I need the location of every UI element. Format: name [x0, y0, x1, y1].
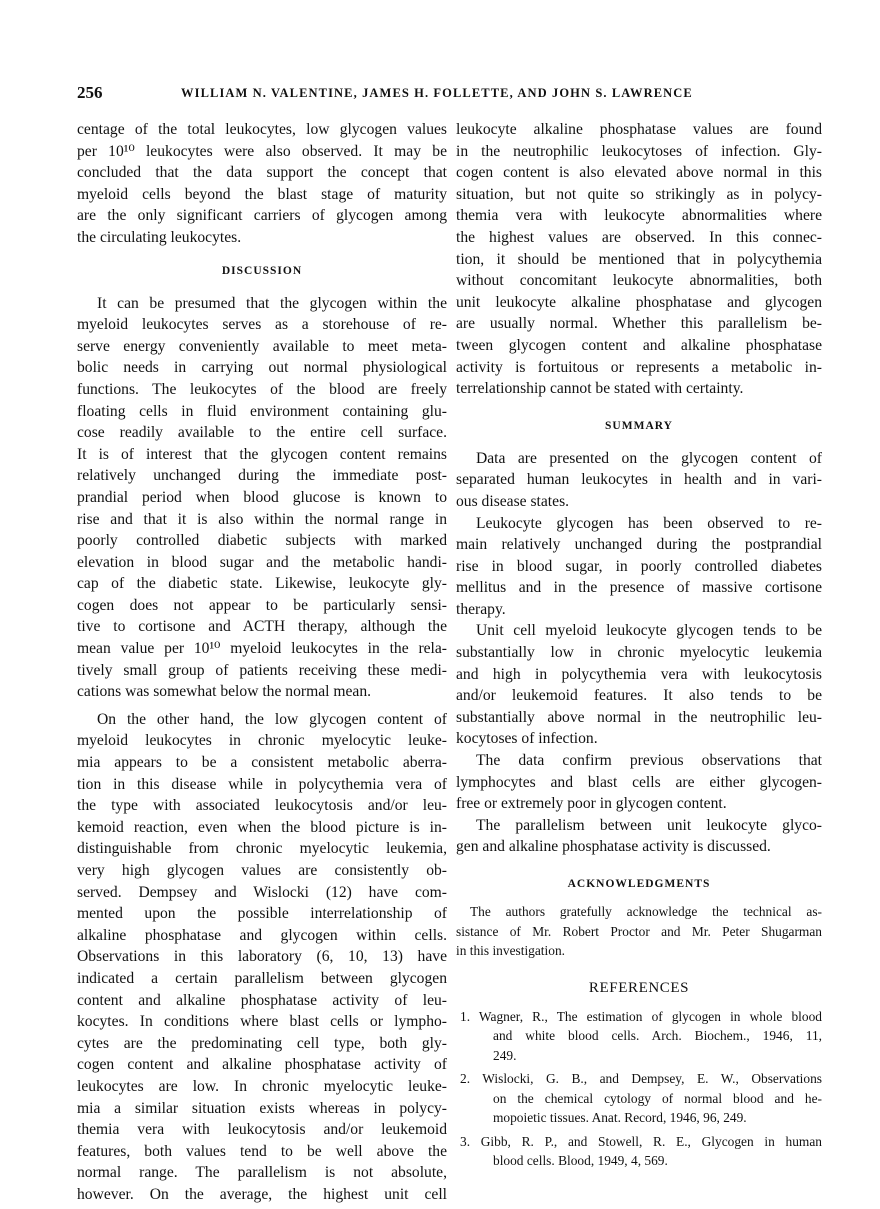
text-line: mellitus and in the presence of massive cortisone: [456, 579, 822, 597]
summary-paragraph-5: [456, 815, 822, 858]
text-line: are the only significant carriers of glycogen among: [77, 207, 447, 225]
text-line: substantially low in chronic myelocytic leukemia: [456, 644, 822, 662]
text-line: and/or leukemoid features. It also tends to be: [456, 687, 822, 705]
text-line: 2. Wislocki, G. B., and Dempsey, E. W., Observations: [460, 1071, 822, 1086]
text-line: themia vera with leukocyte abnormalities where: [456, 207, 822, 225]
text-line: It is of interest that the glycogen content remains: [77, 445, 447, 463]
reference-item: [460, 1007, 822, 1066]
text-line: prandial period when blood glucose is known to: [77, 488, 447, 506]
running-head-authors: WILLIAM N. VALENTINE, JAMES H. FOLLETTE, AND JOHN S. LAWRENCE: [181, 86, 693, 100]
references-heading: REFERENCES: [588, 979, 690, 996]
text-line: Observations in this laboratory (6, 10, 13) have: [77, 948, 447, 966]
text-line: ous disease states.: [456, 492, 570, 510]
text-line: tion, it should be mentioned that in polycythemia: [456, 250, 822, 268]
text-line: serve energy conveniently available to meet meta-: [77, 337, 447, 355]
text-line: terrelationship cannot be stated with certainty.: [456, 380, 744, 398]
text-line: Unit cell myeloid leukocyte glycogen tends to be: [476, 622, 822, 640]
text-line: and high in polycythemia vera with leukocytosis: [456, 665, 822, 683]
text-line: leukocyte alkaline phosphatase values are found: [456, 121, 822, 138]
text-line: cap of the diabetic state. Likewise, leukocyte gly-: [77, 575, 447, 593]
continuation-paragraph: [456, 119, 822, 400]
text-line: The data confirm previous observations that: [476, 752, 822, 770]
text-line: indicated a certain parallelism between glycogen: [77, 969, 447, 987]
page-number: 256: [77, 83, 103, 102]
text-line: leukocytes are low. In chronic myelocytic leuke-: [77, 1077, 447, 1095]
text-line: and white blood cells. Arch. Biochem., 1946, 11,: [493, 1028, 822, 1043]
text-line: poorly controlled diabetic subjects with marked: [77, 532, 447, 550]
summary-paragraph-1: [456, 448, 822, 513]
text-line: Leukocyte glycogen has been observed to re-: [476, 514, 822, 532]
text-line: cations was somewhat below the normal mean.: [77, 683, 372, 701]
text-line: alkaline phosphatase and glycogen within cells.: [77, 926, 447, 944]
text-line: elevation in blood sugar and the metabolic handi-: [77, 553, 447, 571]
text-line: per 10¹⁰ leukocytes were also observed. It may be: [77, 142, 447, 160]
summary-paragraph-4: [456, 750, 822, 815]
text-line: served. Dempsey and Wislocki (12) have com-: [77, 883, 447, 901]
text-line: tion in this disease while in polycythemia vera of: [77, 775, 447, 793]
discussion-heading: DISCUSSION: [221, 264, 303, 277]
text-line: rise in blood sugar, in poorly controlled diabetes: [456, 557, 822, 575]
text-line: in the neutrophilic leukocytoses of infection. Gly-: [456, 142, 822, 160]
discussion-paragraph-1: [77, 293, 447, 703]
text-line: myeloid cells beyond the blast stage of maturity: [77, 185, 447, 203]
summary-paragraph-3: [456, 620, 822, 750]
text-line: the circulating leukocytes.: [77, 228, 242, 246]
text-line: main relatively unchanged during the postprandial: [456, 536, 822, 554]
right-column: [456, 119, 822, 1171]
text-line: normal range. The parallelism is not absolute,: [77, 1164, 447, 1182]
text-line: substantially above normal in the neutrophilic leu-: [456, 708, 822, 726]
text-line: are usually normal. Whether this parallelism be-: [456, 315, 822, 333]
text-line: situation, but not quite so strikingly as in polycy-: [456, 185, 822, 203]
reference-item: [460, 1132, 822, 1171]
text-line: 249.: [493, 1047, 517, 1063]
acknowledgments-paragraph: [456, 902, 822, 961]
text-line: cogen does not appear to be particularly sensi-: [77, 596, 447, 614]
text-line: The authors gratefully acknowledge the technical as-: [470, 904, 822, 919]
text-line: mia a similar situation exists whereas in polycy-: [77, 1099, 447, 1117]
text-line: mented upon the possible interrelationship of: [77, 905, 447, 923]
text-line: sistance of Mr. Robert Proctor and Mr. Peter Shugarman: [456, 923, 822, 939]
text-line: the highest values are observed. In this connec-: [456, 228, 822, 246]
text-line: cose readily available to the entire cell surface.: [77, 424, 447, 442]
discussion-paragraph-2: [77, 709, 447, 1206]
text-line: therapy.: [456, 600, 506, 618]
text-line: It can be presumed that the glycogen within the: [97, 294, 447, 312]
text-line: unit leukocyte alkaline phosphatase and glycogen: [456, 293, 822, 311]
text-line: tively small group of patients receiving these medi-: [77, 661, 447, 679]
text-line: mopoietic tissues. Anat. Record, 1946, 96, 249.: [493, 1110, 747, 1125]
summary-heading: SUMMARY: [605, 419, 673, 432]
text-line: without concomitant leukocyte abnormalities, both: [456, 272, 822, 290]
left-column: [77, 119, 447, 1206]
acknowledgments-heading: ACKNOWLEDGMENTS: [567, 878, 711, 890]
text-line: content and alkaline phosphatase activity of leu-: [77, 991, 447, 1009]
text-line: floating cells in fluid environment containing glu-: [77, 402, 447, 420]
text-line: features, both values tend to be well above the: [77, 1142, 447, 1160]
text-line: distinguishable from chronic myelocytic leukemia,: [77, 840, 447, 858]
text-line: separated human leukocytes in health and in vari-: [456, 471, 822, 489]
text-line: On the other hand, the low glycogen content of: [97, 710, 447, 728]
text-line: tive to cortisone and ACTH therapy, although the: [77, 618, 447, 636]
text-line: kocytes. In conditions where blast cells or lympho-: [77, 1013, 447, 1031]
text-line: myeloid leukocytes serves as a storehouse of re-: [77, 316, 447, 334]
reference-item: [460, 1069, 822, 1128]
text-line: 3. Gibb, R. P., and Stowell, R. E., Glycogen in human: [460, 1133, 822, 1149]
text-line: 1. Wagner, R., The estimation of glycogen in whole blood: [460, 1008, 822, 1024]
text-line: Data are presented on the glycogen content of: [476, 449, 822, 467]
text-line: functions. The leukocytes of the blood are freely: [77, 380, 447, 398]
text-line: mean value per 10¹⁰ myeloid leukocytes in the rela-: [77, 640, 447, 658]
text-line: myeloid leukocytes in chronic myelocytic leuke-: [77, 732, 447, 750]
text-line: centage of the total leukocytes, low glycogen values: [77, 121, 447, 138]
text-line: relatively unchanged during the immediate post-: [77, 467, 447, 485]
text-line: kocytoses of infection.: [456, 730, 598, 748]
text-line: rise and that it is also within the normal range in: [77, 510, 447, 528]
text-line: cytes are the predominating cell type, both gly-: [77, 1034, 447, 1052]
summary-paragraph-2: [456, 513, 822, 621]
text-line: cogen content and alkaline phosphatase activity of: [77, 1056, 447, 1074]
text-line: kemoid reaction, even when the blood picture is in-: [77, 818, 447, 836]
text-line: the type with associated leukocytosis and/or leu-: [77, 797, 447, 815]
text-line: on the chemical cytology of normal blood and he-: [493, 1090, 822, 1106]
text-line: gen and alkaline phosphatase activity is discussed.: [456, 838, 771, 856]
text-line: tween glycogen content and alkaline phosphatase: [456, 336, 822, 354]
text-line: The parallelism between unit leukocyte glyco-: [476, 816, 822, 834]
text-line: lymphocytes and blast cells are either glycogen-: [456, 773, 822, 791]
page-header: [77, 83, 822, 107]
continuation-paragraph: [77, 119, 447, 249]
text-line: cogen content is also elevated above normal in this: [456, 164, 822, 182]
text-line: mia appears to be a consistent metabolic aberra-: [77, 754, 447, 772]
references-list: [456, 1007, 822, 1171]
text-line: in this investigation.: [456, 943, 565, 958]
text-line: blood cells. Blood, 1949, 4, 569.: [493, 1153, 668, 1168]
text-line: themia vera with leukocytosis and/or leukemoid: [77, 1121, 447, 1139]
text-line: however. On the average, the highest unit cell: [77, 1185, 447, 1203]
text-line: free or extremely poor in glycogen content.: [456, 795, 727, 813]
text-line: concluded that the data support the concept that: [77, 164, 447, 182]
text-line: activity is fortuitous or represents a metabolic in-: [456, 358, 822, 376]
text-line: bolic needs in carrying out normal physiological: [77, 359, 447, 377]
text-line: very high glycogen values are consistently ob-: [77, 862, 447, 879]
